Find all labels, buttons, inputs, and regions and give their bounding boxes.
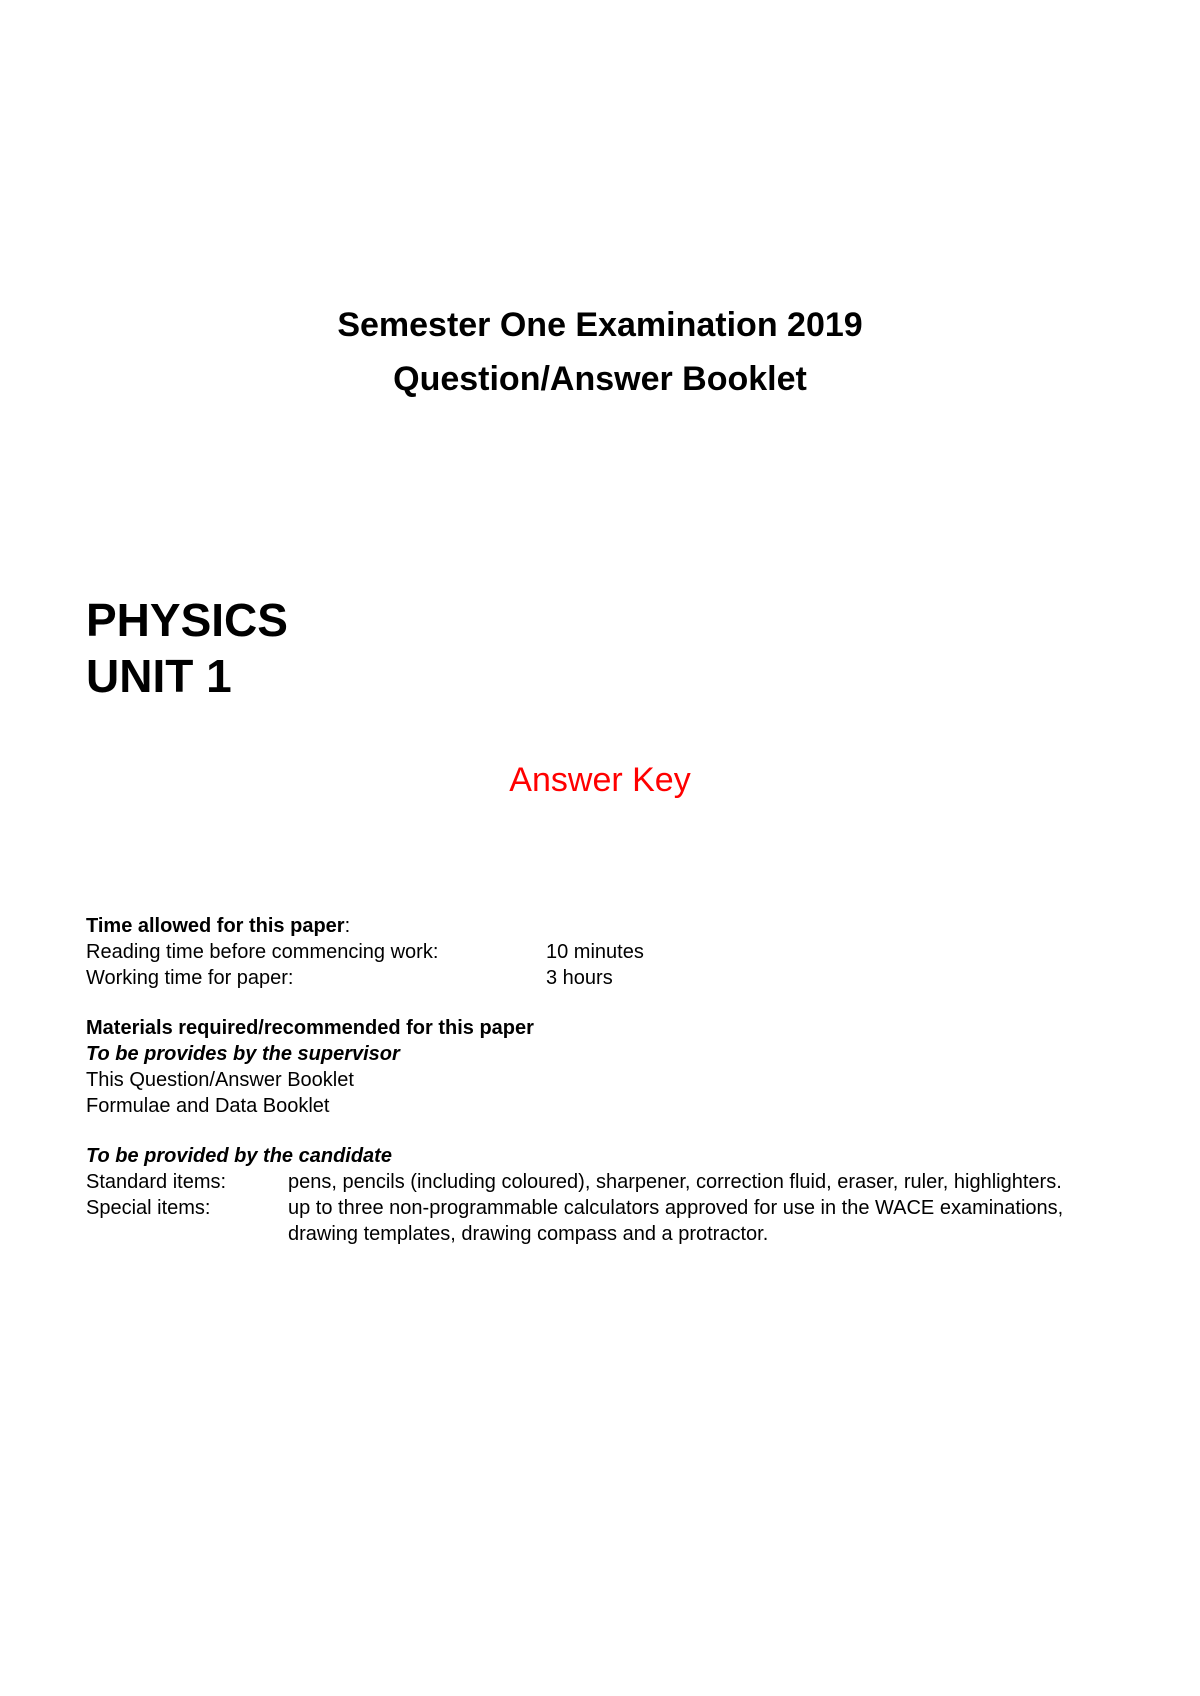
exam-heading [0, 298, 1200, 406]
subject-block [86, 592, 288, 704]
supervisor-item: Formulae and Data Booklet [86, 1095, 330, 1117]
exam-title: Semester One Examination 2019 [337, 306, 863, 344]
time-row [86, 939, 1136, 965]
answer-key-label: Answer Key [509, 761, 691, 799]
subject-name: PHYSICS [86, 594, 288, 646]
time-row-value: 3 hours [546, 967, 613, 989]
materials-heading: Materials required/recommended for this paper [86, 1017, 534, 1039]
booklet-title: Question/Answer Booklet [393, 360, 807, 398]
candidate-item [86, 1169, 1136, 1195]
time-row [86, 965, 1136, 991]
subject-unit: UNIT 1 [86, 650, 232, 702]
candidate-item-label: Special items: [86, 1197, 211, 1219]
candidate-item-label: Standard items: [86, 1171, 227, 1193]
candidate-heading: To be provided by the candidate [86, 1145, 392, 1167]
candidate-item-value: pens, pencils (including coloured), sharpener, correction fluid, eraser, ruler, highlighters. [288, 1171, 1062, 1193]
exam-info [86, 913, 1136, 1247]
time-heading: Time allowed for this paper [86, 915, 345, 937]
supervisor-heading: To be provides by the supervisor [86, 1043, 400, 1065]
time-heading-suffix: : [344, 915, 351, 937]
time-row-label: Reading time before commencing work: [86, 941, 439, 963]
supervisor-item: This Question/Answer Booklet [86, 1069, 354, 1091]
candidate-item-value: up to three non-programmable calculators approved for use in the WACE examinations, drawing templates, drawing compass and a protractor. [288, 1197, 1064, 1245]
time-row-value: 10 minutes [546, 941, 644, 963]
candidate-item [86, 1195, 1136, 1247]
time-heading-line [86, 913, 1136, 939]
time-row-label: Working time for paper: [86, 967, 294, 989]
